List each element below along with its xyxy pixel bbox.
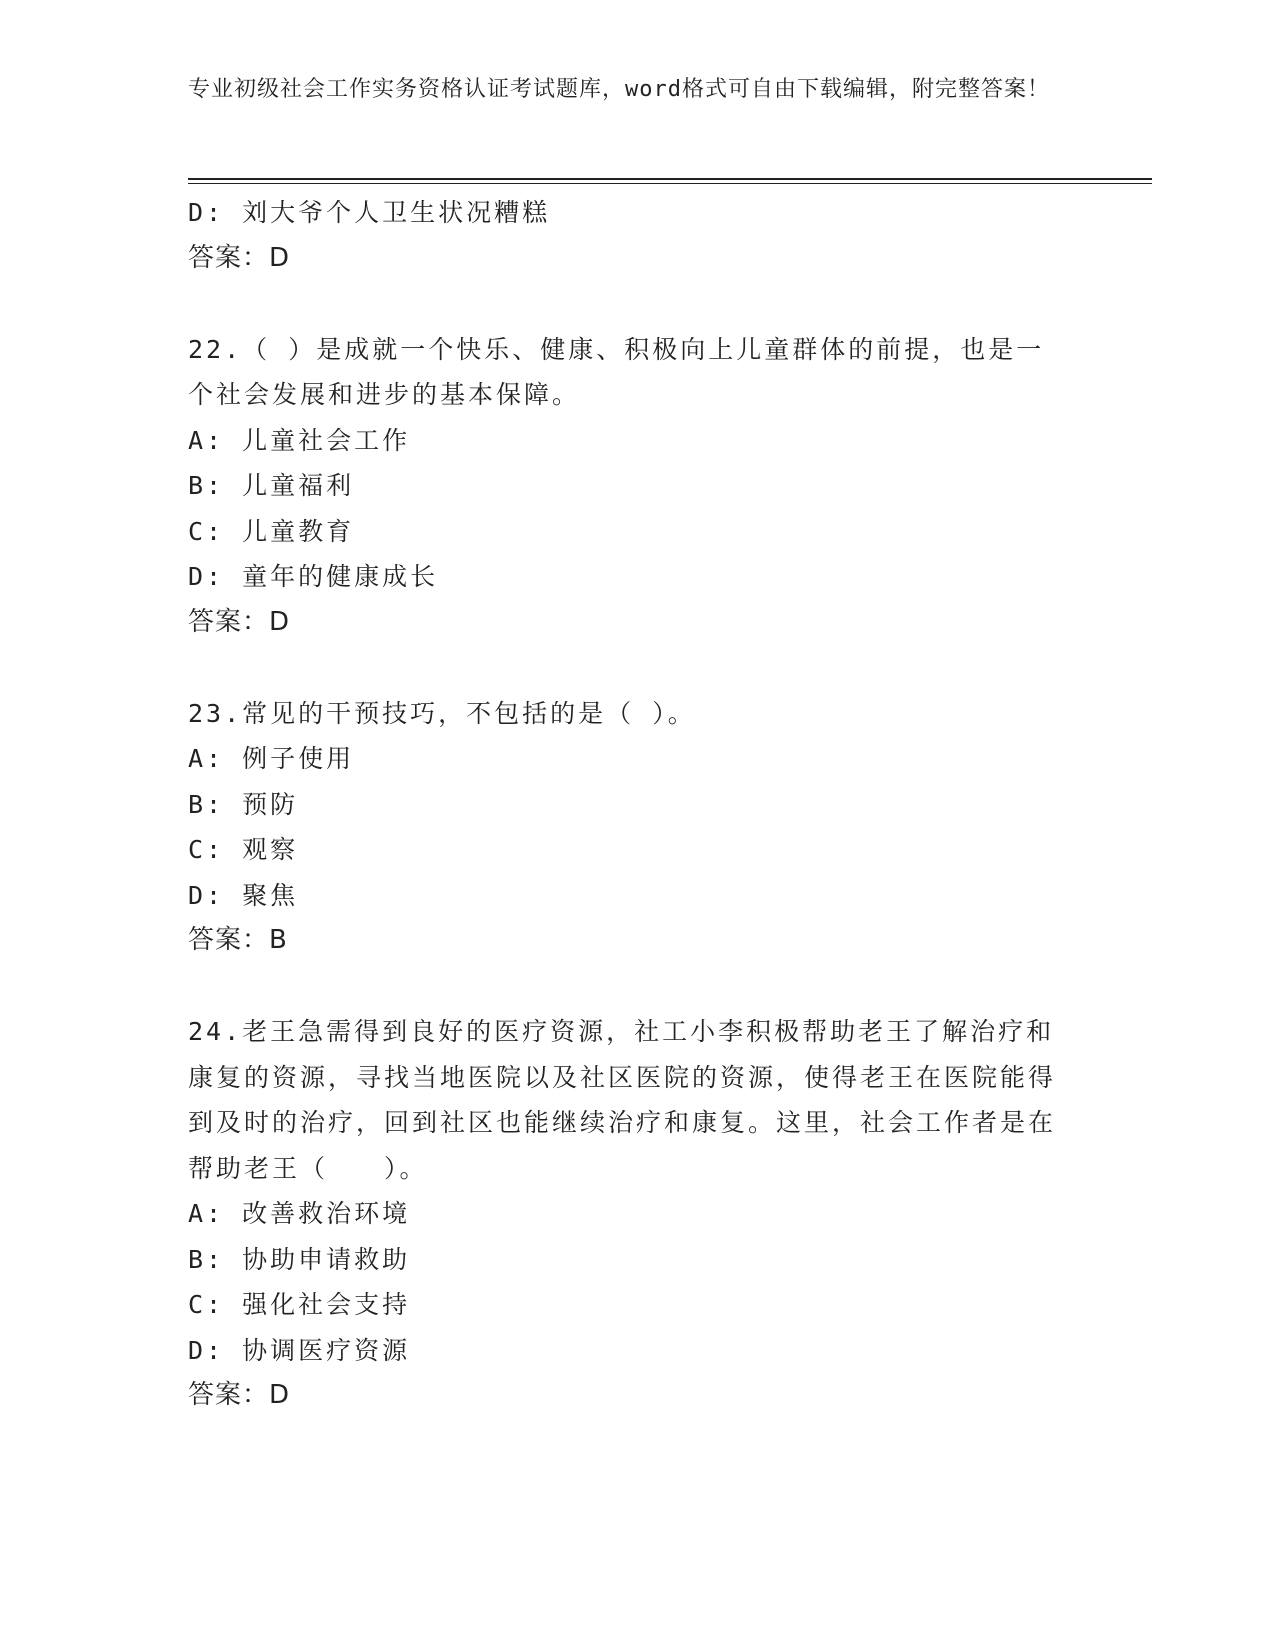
question-23 (188, 691, 1088, 964)
question-content (188, 190, 1088, 1419)
spacer (188, 964, 1088, 1010)
spacer (188, 645, 1088, 691)
header-divider-thick (188, 178, 1152, 180)
option-a: A: 改善救治环境 (188, 1199, 411, 1228)
question-stem: 23.常见的干预技巧，不包括的是（ ）。 (188, 698, 696, 728)
option-c: C: 儿童教育 (188, 516, 355, 546)
question-24 (188, 1009, 1088, 1419)
page-header-title: 专业初级社会工作实务资格认证考试题库，word格式可自由下载编辑，附完整答案！ (188, 77, 1050, 102)
option-d: D: 童年的健康成长 (188, 562, 439, 591)
previous-question-tail (188, 190, 1088, 281)
answer-line: 答案：D (188, 242, 291, 273)
option-d: D: 聚焦 (188, 880, 299, 910)
answer-line: 答案：D (188, 606, 291, 637)
spacer (188, 281, 1088, 327)
option-a: A: 儿童社会工作 (188, 425, 411, 455)
option-b: B: 协助申请救助 (188, 1244, 411, 1274)
answer-line: 答案：D (188, 1380, 291, 1410)
option-c: C: 观察 (188, 835, 299, 864)
option-c: C: 强化社会支持 (188, 1290, 411, 1319)
option-d: D: 协调医疗资源 (188, 1335, 411, 1365)
question-stem: 22.（ ）是成就一个快乐、健康、积极向上儿童群体的前提，也是一个社会发展和进步的基本保障。 (188, 334, 1045, 409)
header-divider-thin (188, 183, 1152, 184)
question-stem: 24.老王急需得到良好的医疗资源，社工小李积极帮助老王了解治疗和康复的资源，寻找当地医院以及社区医院的资源，使得老王在医院能得到及时的治疗，回到社区也能继续治疗和康复。这里，社会工作者是在帮助老王（ ）。 (188, 1017, 1057, 1183)
question-22 (188, 327, 1088, 646)
option-b: B: 儿童福利 (188, 471, 355, 500)
answer-line: 答案：B (188, 925, 288, 955)
option-a: A: 例子使用 (188, 744, 355, 773)
option-d: D: 刘大爷个人卫生状况糟糕 (188, 198, 551, 227)
option-b: B: 预防 (188, 789, 299, 819)
